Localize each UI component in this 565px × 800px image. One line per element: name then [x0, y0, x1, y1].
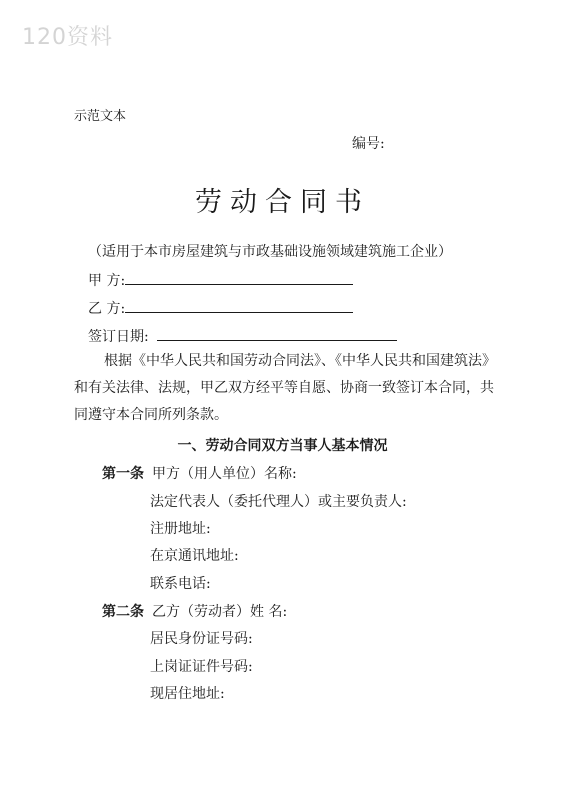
article-2-field-3: 现居住地址: — [150, 686, 225, 702]
intro-paragraph: 根据《中华人民共和国劳动合同法》、《中华人民共和国建筑法》和有关法律、法规，甲乙双方经平等自愿、协商一致签订本合同，共同遵守本合同所列条款。 — [74, 353, 494, 423]
watermark: 120资料 — [22, 25, 113, 50]
article-1-label: 第一条 — [102, 466, 144, 482]
party-b-label: 乙 方: — [88, 301, 126, 317]
article-2-field-2: 上岗证证件号码: — [150, 659, 253, 675]
article-1-field-0: 甲方（用人单位）名称: — [152, 466, 297, 482]
article-2-row — [102, 601, 287, 621]
article-2-field-1: 居民身份证号码: — [150, 631, 253, 647]
article-1-field-2: 注册地址: — [150, 521, 211, 537]
article-2-field-0: 乙方（劳动者）姓 名: — [152, 604, 288, 620]
sign-date-blank[interactable] — [157, 326, 397, 341]
article-2-label: 第二条 — [102, 604, 144, 620]
party-b-line — [88, 298, 353, 318]
sign-date-label: 签订日期: — [88, 329, 149, 345]
sample-text-label: 示范文本 — [74, 109, 127, 124]
party-a-line — [88, 270, 353, 290]
scope-note: （适用于本市房屋建筑与市政基础设施领域建筑施工企业） — [88, 244, 452, 260]
article-1-row — [102, 463, 297, 483]
party-a-label: 甲 方: — [88, 273, 126, 289]
article-1-field-3: 在京通讯地址: — [150, 548, 239, 564]
party-a-blank[interactable] — [125, 270, 353, 285]
article-1-field-1: 法定代表人（委托代理人）或主要负责人: — [150, 494, 407, 510]
article-1-field-4: 联系电话: — [150, 576, 211, 592]
document-title: 劳动合同书 — [195, 187, 370, 218]
sign-date-line — [88, 326, 397, 346]
serial-number-label: 编号: — [352, 136, 385, 152]
section-1-title: 一、劳动合同双方当事人基本情况 — [177, 438, 388, 454]
party-b-blank[interactable] — [125, 298, 353, 313]
